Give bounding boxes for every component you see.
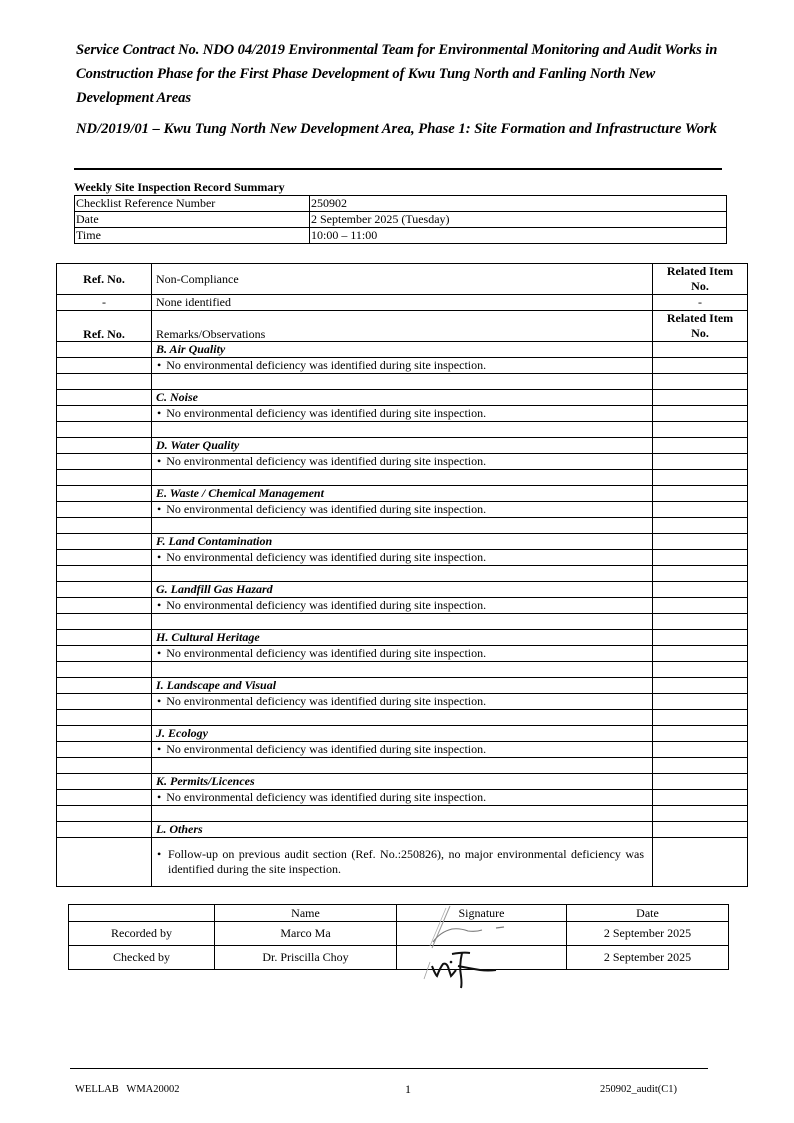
signature-cell xyxy=(397,946,567,970)
summary-label: Date xyxy=(75,212,310,228)
signoff-row xyxy=(69,922,729,946)
section-title-row xyxy=(57,726,748,742)
observation-text: • No environmental deficiency was identified during site inspection. xyxy=(156,694,486,708)
blank-row xyxy=(57,422,748,438)
header-ref-no: Ref. No. xyxy=(57,264,152,295)
observation-row xyxy=(57,694,748,710)
footer-divider xyxy=(70,1068,708,1069)
section-title: J. Ecology xyxy=(152,726,653,742)
document-header xyxy=(76,38,722,141)
signoff-name: Marco Ma xyxy=(215,922,397,946)
signoff-name: Dr. Priscilla Choy xyxy=(215,946,397,970)
blank-row xyxy=(57,374,748,390)
noncompliance-header-row xyxy=(57,264,748,295)
observation-text: • No environmental deficiency was identified during site inspection. xyxy=(156,790,486,804)
noncompliance-ref: - xyxy=(57,295,152,311)
observation-row xyxy=(57,406,748,422)
section-title-row xyxy=(57,822,748,838)
section-title: C. Noise xyxy=(152,390,653,406)
blank-row xyxy=(57,518,748,534)
summary-label: Time xyxy=(75,228,310,244)
blank-row xyxy=(57,806,748,822)
signoff-role: Checked by xyxy=(69,946,215,970)
signature-cell xyxy=(397,922,567,946)
observation-row xyxy=(57,790,748,806)
header-date: Date xyxy=(567,905,729,922)
section-title-row xyxy=(57,678,748,694)
section-title-row xyxy=(57,630,748,646)
compliance-table-wrapper xyxy=(56,263,748,887)
section-title-row xyxy=(57,534,748,550)
observation-text: • No environmental deficiency was identified during site inspection. xyxy=(156,646,486,660)
summary-row xyxy=(75,212,727,228)
section-title-row xyxy=(57,486,748,502)
signoff-header-row xyxy=(69,905,729,922)
observation-text: • No environmental deficiency was identified during site inspection. xyxy=(156,502,486,516)
blank-row xyxy=(57,566,748,582)
signoff-row xyxy=(69,946,729,970)
checklist-ref-value: 250902 xyxy=(310,196,727,212)
section-title: K. Permits/Licences xyxy=(152,774,653,790)
section-title-row xyxy=(57,582,748,598)
footer-doc-id: 250902_audit(C1) xyxy=(600,1084,677,1095)
summary-table xyxy=(74,195,727,244)
summary-row xyxy=(75,196,727,212)
blank-row xyxy=(57,470,748,486)
noncompliance-related: - xyxy=(653,295,748,311)
signoff-date: 2 September 2025 xyxy=(567,946,729,970)
blank-row xyxy=(57,614,748,630)
inspection-summary xyxy=(74,180,727,244)
summary-caption: Weekly Site Inspection Record Summary xyxy=(74,180,285,194)
section-title: L. Others xyxy=(152,822,653,838)
observation-row xyxy=(57,502,748,518)
date-value: 2 September 2025 (Tuesday) xyxy=(310,212,727,228)
summary-row xyxy=(75,228,727,244)
page-number: 1 xyxy=(405,1082,411,1096)
header-related-item: Related Item No. xyxy=(653,311,748,342)
signoff-section xyxy=(68,904,729,970)
observation-text: • No environmental deficiency was identified during site inspection. xyxy=(156,358,486,372)
compliance-table xyxy=(56,263,748,887)
section-title: I. Landscape and Visual xyxy=(152,678,653,694)
section-title-row xyxy=(57,342,748,358)
section-title-row xyxy=(57,438,748,454)
summary-label: Checklist Reference Number xyxy=(75,196,310,212)
blank-row xyxy=(57,662,748,678)
section-title-row xyxy=(57,390,748,406)
signoff-date: 2 September 2025 xyxy=(567,922,729,946)
observation-text: • No environmental deficiency was identified during site inspection. xyxy=(156,454,486,468)
observation-text: • No environmental deficiency was identified during site inspection. xyxy=(156,550,486,564)
observation-row xyxy=(57,838,748,887)
observation-text: Follow-up on previous audit section (Ref. No.:250826), no major environmental deficiency was identified during the site inspection. xyxy=(168,847,644,876)
section-title: D. Water Quality xyxy=(152,438,653,454)
project-subtitle: ND/2019/01 – Kwu Tung North New Development Area, Phase 1: Site Formation and Infrastructure Work xyxy=(76,121,717,137)
bullet-icon: • xyxy=(157,847,162,861)
footer-org-code: WELLAB WMA20002 xyxy=(75,1084,180,1095)
section-title: E. Waste / Chemical Management xyxy=(152,486,653,502)
header-signature: Signature xyxy=(397,905,567,922)
observation-text: • No environmental deficiency was identified during site inspection. xyxy=(156,406,486,420)
header-ref-no: Ref. No. xyxy=(57,311,152,342)
observation-text: • No environmental deficiency was identified during site inspection. xyxy=(156,598,486,612)
blank-row xyxy=(57,758,748,774)
section-title: F. Land Contamination xyxy=(152,534,653,550)
section-title-row xyxy=(57,774,748,790)
noncompliance-row xyxy=(57,295,748,311)
observation-row xyxy=(57,742,748,758)
noncompliance-desc: None identified xyxy=(152,295,653,311)
header-divider xyxy=(74,168,722,170)
section-title: H. Cultural Heritage xyxy=(152,630,653,646)
signoff-role: Recorded by xyxy=(69,922,215,946)
header-noncompliance: Non-Compliance xyxy=(152,264,653,295)
section-title: G. Landfill Gas Hazard xyxy=(152,582,653,598)
observation-text: • No environmental deficiency was identified during site inspection. xyxy=(156,742,486,756)
observation-row xyxy=(57,454,748,470)
observation-row xyxy=(57,646,748,662)
section-title: B. Air Quality xyxy=(152,342,653,358)
observation-row xyxy=(57,598,748,614)
blank-row xyxy=(57,710,748,726)
contract-title: Service Contract No. NDO 04/2019 Environmental Team for Environmental Monitoring and Audit Works in Construction Phase for the First Phase Development of Kwu Tung North and Fanling North New Development Areas xyxy=(76,42,718,106)
remarks-header-row xyxy=(57,311,748,342)
observation-row xyxy=(57,358,748,374)
header-related-item: Related Item No. xyxy=(653,264,748,295)
observation-row xyxy=(57,550,748,566)
others-observation xyxy=(156,847,648,877)
time-value: 10:00 – 11:00 xyxy=(310,228,727,244)
header-name: Name xyxy=(215,905,397,922)
header-remarks: Remarks/Observations xyxy=(152,311,653,342)
signoff-table xyxy=(68,904,729,970)
header-role xyxy=(69,905,215,922)
